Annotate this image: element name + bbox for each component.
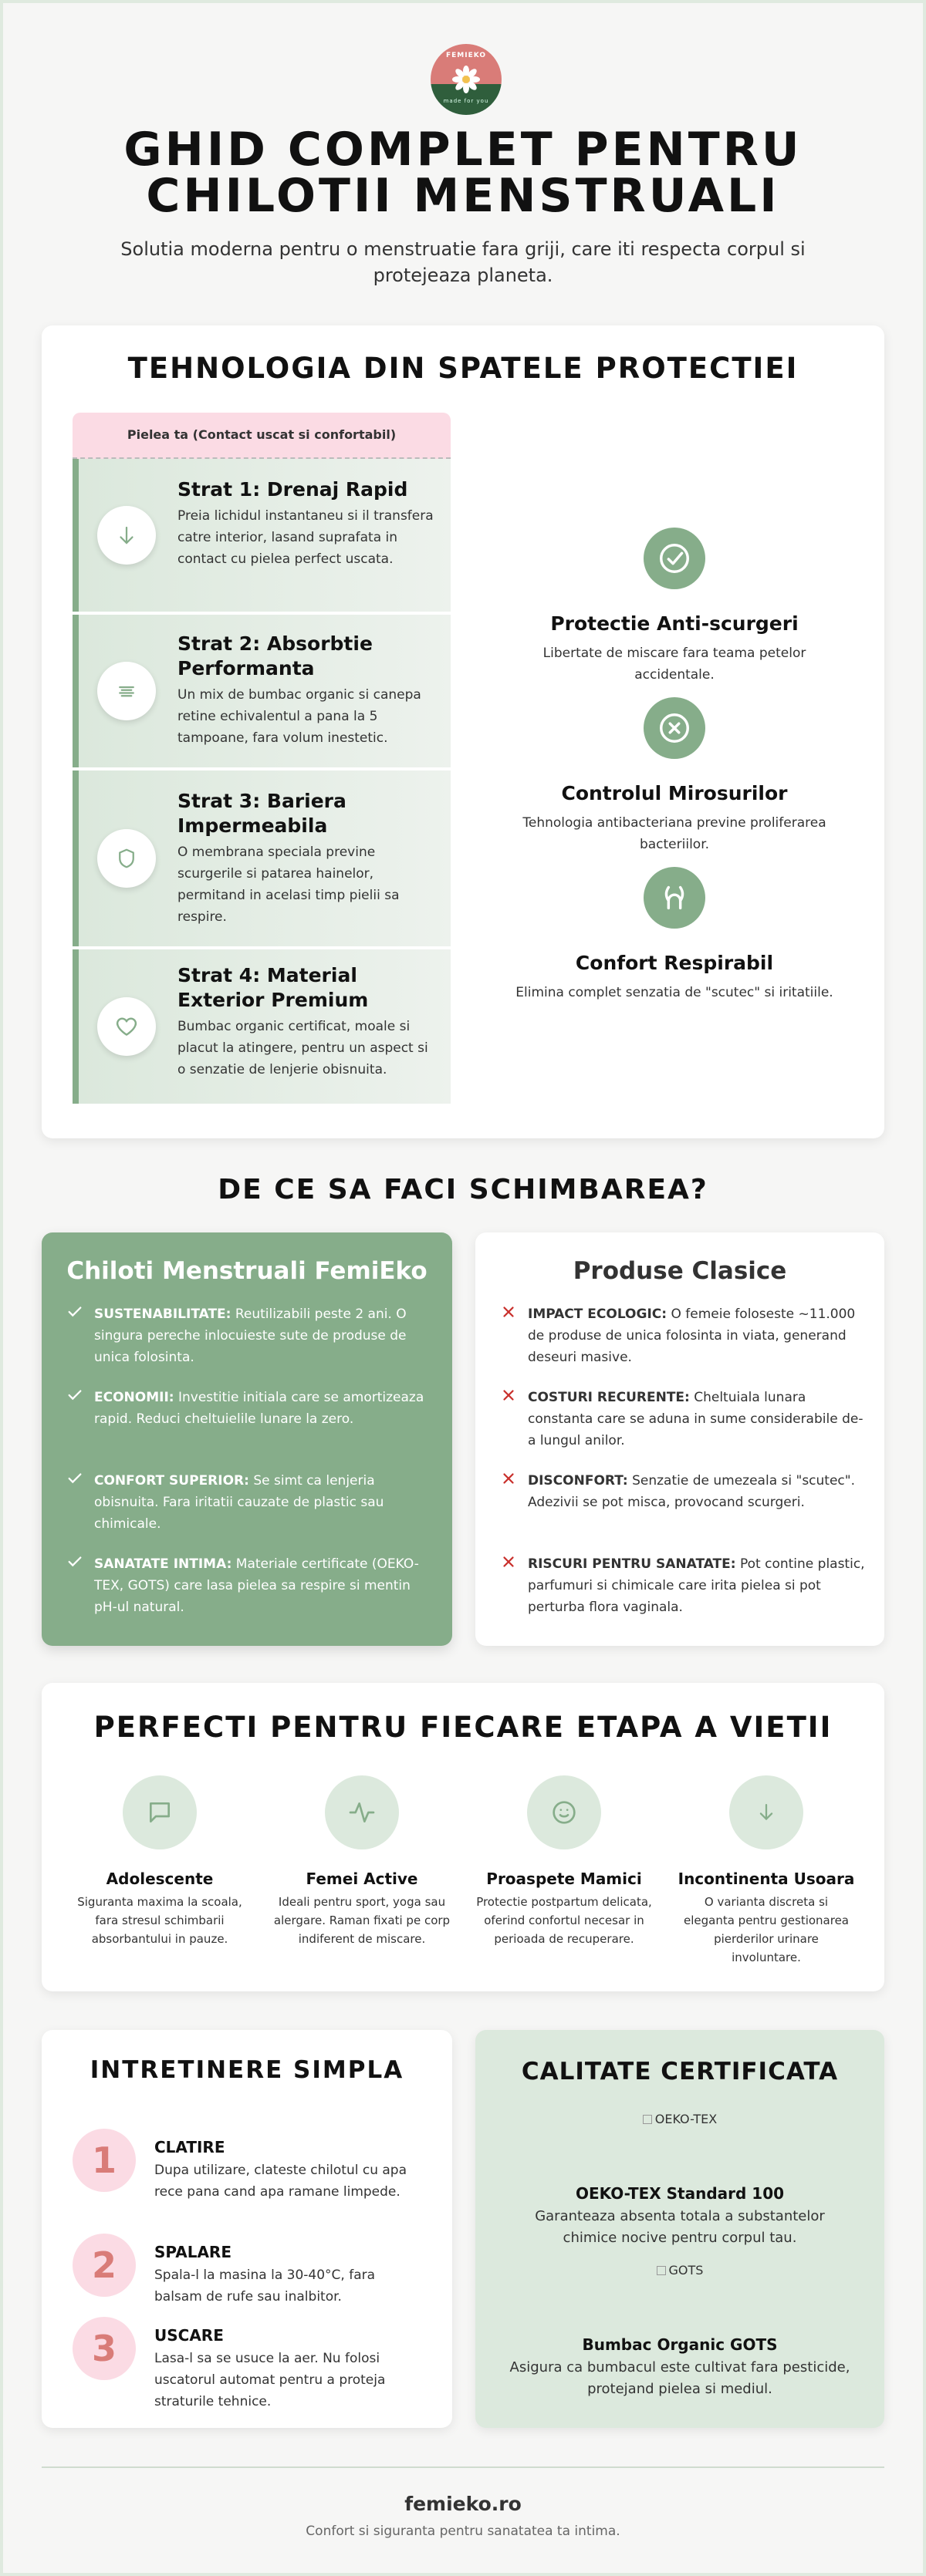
stage-description: Protectie postpartum delicata, oferind confortul necesar in perioada de recuperare. xyxy=(476,1895,652,1946)
item-heading: ECONOMII: xyxy=(94,1390,174,1405)
item-body: Cheltuiala lunara constanta care se aduna in sume considerabile de-a lungul anilor. xyxy=(528,1390,863,1448)
broken-image-icon xyxy=(643,2115,652,2124)
footer-brand-link[interactable]: femieko.ro xyxy=(404,2493,522,2515)
page-subtitle: Solutia moderna pentru o menstruatie fara griji, care iti respecta corpul si protejeaza planeta. xyxy=(120,238,806,286)
cert-title: Bumbac Organic GOTS xyxy=(582,2335,778,2354)
item-body: Pot contine plastic, parfumuri si chimicale care irita pielea si pot perturba flora vaginala. xyxy=(528,1556,865,1615)
smile-icon xyxy=(527,1775,601,1849)
skin-contact-label: Pielea ta (Contact uscat si confortabil) xyxy=(73,413,451,459)
logo-tagline: made for you xyxy=(443,98,489,104)
gots-image xyxy=(506,2263,853,2278)
gots-image-alt: GOTS xyxy=(668,2263,704,2278)
step-heading: CLATIRE xyxy=(154,2138,225,2156)
stage-title: Adolescente xyxy=(106,1870,214,1888)
item-heading: RISCURI PENTRU SANATATE: xyxy=(528,1556,736,1572)
feature-description: Tehnologia antibacteriana previne proliferarea bacteriilor. xyxy=(522,815,826,852)
check-icon xyxy=(66,1470,83,1487)
item-body: Senzatie de umezeala si "scutec". Adezivii se pot misca, provocand scurgeri. xyxy=(528,1473,855,1510)
feature-title: Protectie Anti-scurgeri xyxy=(550,612,799,635)
step-body: Spala-l la masina la 30-40°C, fara balsam de rufe sau inalbitor. xyxy=(154,2267,376,2305)
check-icon xyxy=(66,1553,83,1570)
item-heading: IMPACT ECOLOGIC: xyxy=(528,1307,667,1322)
arrow-down-icon xyxy=(97,506,156,565)
check-icon xyxy=(66,1387,83,1404)
item-heading: CONFORT SUPERIOR: xyxy=(94,1473,249,1489)
layer-card-3 xyxy=(73,770,451,946)
technology-section xyxy=(42,325,884,1138)
feature-description: Libertate de miscare fara teama petelor accidentale. xyxy=(542,646,806,683)
title-line-1: GHID COMPLET PENTRU xyxy=(123,123,803,177)
item-body: O femeie foloseste ~11.000 de produse de unica folosinta in viata, generand deseuri masive. xyxy=(528,1307,856,1365)
classic-card-title: Produse Clasice xyxy=(573,1257,787,1285)
layer-title: Strat 4: Material Exterior Premium xyxy=(177,964,369,1011)
item-heading: SUSTENABILITATE: xyxy=(94,1307,231,1322)
classic-products-card xyxy=(475,1232,884,1646)
certified-quality-section xyxy=(475,2030,884,2428)
footer-divider xyxy=(42,2466,884,2468)
stage-light-incontinence xyxy=(678,1775,855,1967)
footer-tagline: Confort si siguranta pentru sanatatea ta intima. xyxy=(306,2524,620,2539)
layer-card-4 xyxy=(73,949,451,1104)
check-icon xyxy=(66,1303,83,1320)
feature-title: Controlul Mirosurilor xyxy=(561,782,788,804)
femieko-card-title: Chiloti Menstruali FemiEko xyxy=(66,1257,428,1285)
step-body: Dupa utilizare, clateste chilotul cu apa rece pana cand apa ramane limpede. xyxy=(154,2163,407,2200)
step-number: 3 xyxy=(73,2317,136,2380)
feature-anti-leak xyxy=(505,528,844,686)
layer-description: Un mix de bumbac organic si canepa retine echivalentul a pana la 5 tampoane, fara volum inestetic. xyxy=(177,687,421,746)
page-title xyxy=(3,123,923,223)
layer-description: O membrana speciala previne scurgerile si patarea hainelor, permitand in acelasi timp pielii sa respire. xyxy=(177,845,400,925)
cert-description: Asigura ca bumbacul este cultivat fara pesticide, protejand pielea si mediul. xyxy=(509,2359,850,2397)
item-body: Reutilizabili peste 2 ani. O singura pereche inlocuieste sute de produse de unica folosinta. xyxy=(94,1307,407,1365)
layer-card-1 xyxy=(73,459,451,612)
life-stages-title: PERFECTI PENTRU FIECARE ETAPA A VIETII xyxy=(93,1711,833,1744)
item-body: Investitie initiala care se amortizeaza rapid. Reduci cheltuielile lunare la zero. xyxy=(94,1390,424,1427)
stage-description: Siguranta maxima la scoala, fara stresul schimbarii absorbantului in pauze. xyxy=(77,1895,242,1946)
step-heading: SPALARE xyxy=(154,2243,231,2261)
step-number: 2 xyxy=(73,2234,136,2297)
stage-title: Incontinenta Usoara xyxy=(678,1870,855,1888)
oeko-tex-image-alt: OEKO-TEX xyxy=(654,2112,718,2126)
layers-icon xyxy=(97,662,156,720)
item-body: Se simt ca lenjeria obisnuita. Fara iritatii cauzate de plastic sau chimicale. xyxy=(94,1473,384,1532)
layer-description: Bumbac organic certificat, moale si placut la atingere, pentru un aspect si o senzatie de lenjerie obisnuita. xyxy=(177,1019,428,1077)
quality-title: CALITATE CERTIFICATA xyxy=(521,2058,839,2085)
check-circle-icon xyxy=(644,528,705,589)
why-switch-title: DE CE SA FACI SCHIMBAREA? xyxy=(218,1174,708,1205)
layer-card-2 xyxy=(73,615,451,767)
title-line-2: CHILOTII MENSTRUALI xyxy=(146,169,780,223)
chat-icon xyxy=(123,1775,197,1849)
flower-icon xyxy=(452,66,480,93)
feature-breathable xyxy=(505,867,844,1003)
life-stages-section xyxy=(42,1683,884,1991)
x-circle-icon xyxy=(644,697,705,759)
step-heading: USCARE xyxy=(154,2326,224,2345)
layer-title: Strat 3: Bariera Impermeabila xyxy=(177,790,346,837)
stage-title: Proaspete Mamici xyxy=(486,1870,642,1888)
maintenance-section xyxy=(42,2030,452,2428)
feature-odor-control xyxy=(505,697,844,855)
item-body: Materiale certificate (OEKO-TEX, GOTS) care lasa pielea sa respire si mentin pH-ul natural. xyxy=(94,1556,419,1615)
stage-description: Ideali pentru sport, yoga sau alergare. Raman fixati pe corp indiferent de miscare. xyxy=(273,1895,451,1946)
infographic-page xyxy=(3,3,923,2573)
feature-description: Elimina complet senzatia de "scutec" si iritatiile. xyxy=(515,985,833,1000)
stage-active-women xyxy=(273,1775,451,1948)
arrow-down-icon xyxy=(729,1775,803,1849)
femieko-comparison-card xyxy=(42,1232,452,1646)
wind-icon xyxy=(644,867,705,929)
item-heading: COSTURI RECURENTE: xyxy=(528,1390,690,1405)
maintenance-title: INTRETINERE SIMPLA xyxy=(90,2056,404,2084)
oeko-tex-image xyxy=(506,2112,853,2126)
shield-icon xyxy=(97,829,156,888)
cert-title: OEKO-TEX Standard 100 xyxy=(575,2184,785,2203)
stage-teens xyxy=(71,1775,248,1948)
item-heading: DISCONFORT: xyxy=(528,1473,628,1489)
activity-icon xyxy=(325,1775,399,1849)
stage-title: Femei Active xyxy=(306,1870,418,1888)
x-icon xyxy=(500,1553,517,1570)
step-body: Lasa-l sa se usuce la aer. Nu folosi uscatorul automat pentru a proteja straturile tehnice. xyxy=(154,2351,386,2409)
layer-description: Preia lichidul instantaneu si il transfera catre interior, lasand suprafata in contact cu pielea perfect uscata. xyxy=(177,508,434,567)
x-icon xyxy=(500,1303,517,1320)
layer-title: Strat 2: Absorbtie Performanta xyxy=(177,632,373,679)
logo-brand-text: FEMIEKO xyxy=(446,52,486,59)
x-icon xyxy=(500,1387,517,1404)
stage-description: O varianta discreta si eleganta pentru gestionarea pierderilor urinare involuntare. xyxy=(683,1895,849,1964)
technology-title: TEHNOLOGIA DIN SPATELE PROTECTIEI xyxy=(127,352,799,385)
stage-new-mothers xyxy=(475,1775,653,1948)
item-heading: SANATATE INTIMA: xyxy=(94,1556,232,1572)
broken-image-icon xyxy=(657,2266,666,2275)
heart-icon xyxy=(97,997,156,1056)
layer-title: Strat 1: Drenaj Rapid xyxy=(177,478,408,501)
step-number: 1 xyxy=(73,2129,136,2192)
cert-description: Garanteaza absenta totala a substantelor chimice nocive pentru corpul tau. xyxy=(535,2208,825,2246)
brand-logo xyxy=(431,44,502,115)
feature-title: Confort Respirabil xyxy=(575,952,774,974)
x-icon xyxy=(500,1470,517,1487)
